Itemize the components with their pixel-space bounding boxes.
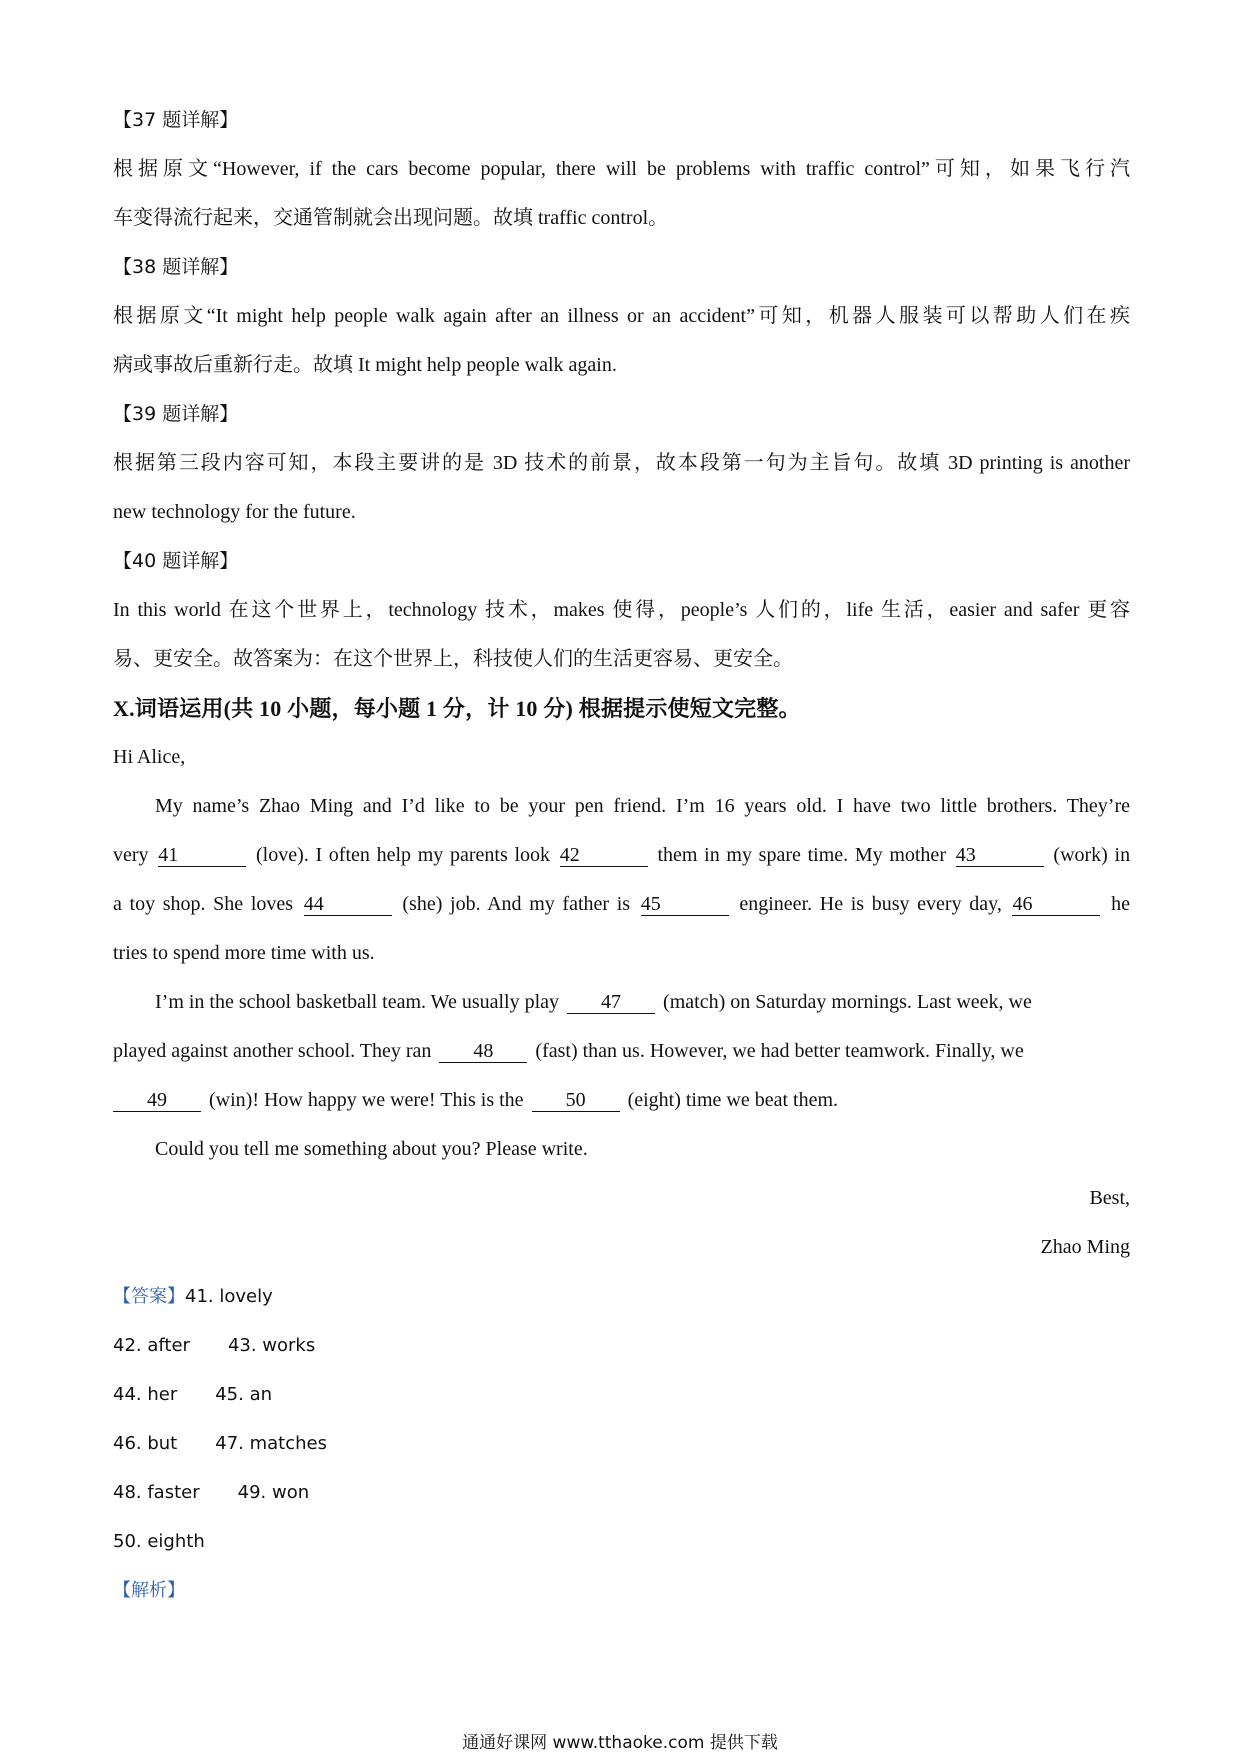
answer-row-6 xyxy=(113,1517,1130,1566)
letter-closing: Best, xyxy=(1089,1187,1130,1209)
q40-heading: 【40 题详解】 xyxy=(113,550,239,572)
blank-44: 44 xyxy=(304,893,392,916)
document-page xyxy=(113,96,1130,1615)
q37-heading: 【37 题详解】 xyxy=(113,109,239,131)
text-run: I’m in the school basketball team. We usually play xyxy=(155,991,560,1013)
answer-47: 47. matches xyxy=(215,1433,327,1454)
letter-p2-line-1 xyxy=(113,978,1130,1027)
q38-text-line-2: 病或事故后重新行走。故填 It might help people walk again. xyxy=(113,354,617,376)
q39-text-line-1: 根据第三段内容可知，本段主要讲的是 3D 技术的前景，故本段第一句为主旨句。故填 3D printing is another xyxy=(113,452,1130,474)
answer-43: 43. works xyxy=(227,1335,316,1356)
text-run: (match) on Saturday mornings. Last week, we xyxy=(663,991,1032,1013)
text-run: them in my spare time. My mother xyxy=(657,844,946,866)
page-footer: 通通好课网 www.tthaoke.com 提供下载 xyxy=(462,1733,778,1753)
letter-p1-line-4: tries to spend more time with us. xyxy=(113,942,375,964)
letter-greeting: Hi Alice, xyxy=(113,746,186,768)
text-run: (work) in xyxy=(1053,844,1131,866)
letter-signature: Zhao Ming xyxy=(1040,1236,1130,1258)
answer-44: 44. her xyxy=(113,1384,178,1405)
blank-47: 47 xyxy=(567,991,655,1014)
letter-p1-line-1: My name’s Zhao Ming and I’d like to be your pen friend. I’m 16 years old. I have two little brothers. They’re xyxy=(155,795,1130,817)
answer-row-2 xyxy=(113,1321,1130,1370)
q38-heading: 【38 题详解】 xyxy=(113,256,239,278)
q39-heading: 【39 题详解】 xyxy=(113,403,239,425)
answer-42: 42. after xyxy=(113,1335,190,1356)
blank-45: 45 xyxy=(641,893,729,916)
blank-48: 48 xyxy=(439,1040,527,1063)
answer-45: 45. an xyxy=(215,1384,273,1405)
text-run: (love). I often help my parents look xyxy=(255,844,551,866)
text-run: played against another school. They ran xyxy=(113,1040,432,1062)
answer-row-4 xyxy=(113,1419,1130,1468)
q37-text-line-1: 根据原文“However, if the cars become popular, there will be problems with traffic control”可知，如果飞行汽 xyxy=(113,158,1130,180)
answer-row-3 xyxy=(113,1370,1130,1419)
text-run: engineer. He is busy every day, xyxy=(739,893,1002,915)
letter-p2-line-2 xyxy=(113,1027,1130,1076)
text-run: very xyxy=(113,844,149,866)
q40-text-line-1: In this world 在这个世界上，technology 技术，makes 使得，people’s 人们的，life 生活，easier and safer 更容 xyxy=(113,599,1130,621)
section-title: X.词语运用(共 10 小题，每小题 1 分，计 10 分) 根据提示使短文完整。 xyxy=(113,696,801,721)
answer-41: 41. lovely xyxy=(185,1286,273,1307)
letter-p2-line-3 xyxy=(113,1076,1130,1125)
answer-label: 【答案】 xyxy=(113,1286,185,1307)
blank-42: 42 xyxy=(560,844,648,867)
blank-49: 49 xyxy=(113,1089,201,1112)
q40-text-line-2: 易、更安全。故答案为：在这个世界上，科技使人们的生活更容易、更安全。 xyxy=(113,648,793,670)
text-run: he xyxy=(1111,893,1131,915)
answer-49: 49. won xyxy=(237,1482,310,1503)
q38-text-line-1: 根据原文“It might help people walk again after an illness or an accident”可知，机器人服装可以帮助人们在疾 xyxy=(113,305,1130,327)
letter-p1-line-3 xyxy=(113,880,1130,929)
text-run: a toy shop. She loves xyxy=(113,893,294,915)
blank-50: 50 xyxy=(532,1089,620,1112)
analysis-label: 【解析】 xyxy=(113,1580,185,1601)
answer-row-5 xyxy=(113,1468,1130,1517)
answer-50: 50. eighth xyxy=(113,1531,205,1552)
text-run: (fast) than us. However, we had better teamwork. Finally, we xyxy=(535,1040,1024,1062)
text-run: (win)! How happy we were! This is the xyxy=(209,1089,524,1111)
q37-text-line-2: 车变得流行起来，交通管制就会出现问题。故填 traffic control。 xyxy=(113,207,669,229)
text-run: (she) job. And my father is xyxy=(402,893,631,915)
blank-46: 46 xyxy=(1012,893,1100,916)
letter-p3: Could you tell me something about you? Please write. xyxy=(155,1138,588,1160)
answer-row-1 xyxy=(113,1272,1130,1321)
answer-46: 46. but xyxy=(113,1433,178,1454)
q39-text-line-2: new technology for the future. xyxy=(113,501,356,523)
blank-43: 43 xyxy=(956,844,1044,867)
text-run: (eight) time we beat them. xyxy=(627,1089,839,1111)
letter-p1-line-2 xyxy=(113,831,1130,880)
blank-41: 41 xyxy=(158,844,246,867)
answer-48: 48. faster xyxy=(113,1482,200,1503)
